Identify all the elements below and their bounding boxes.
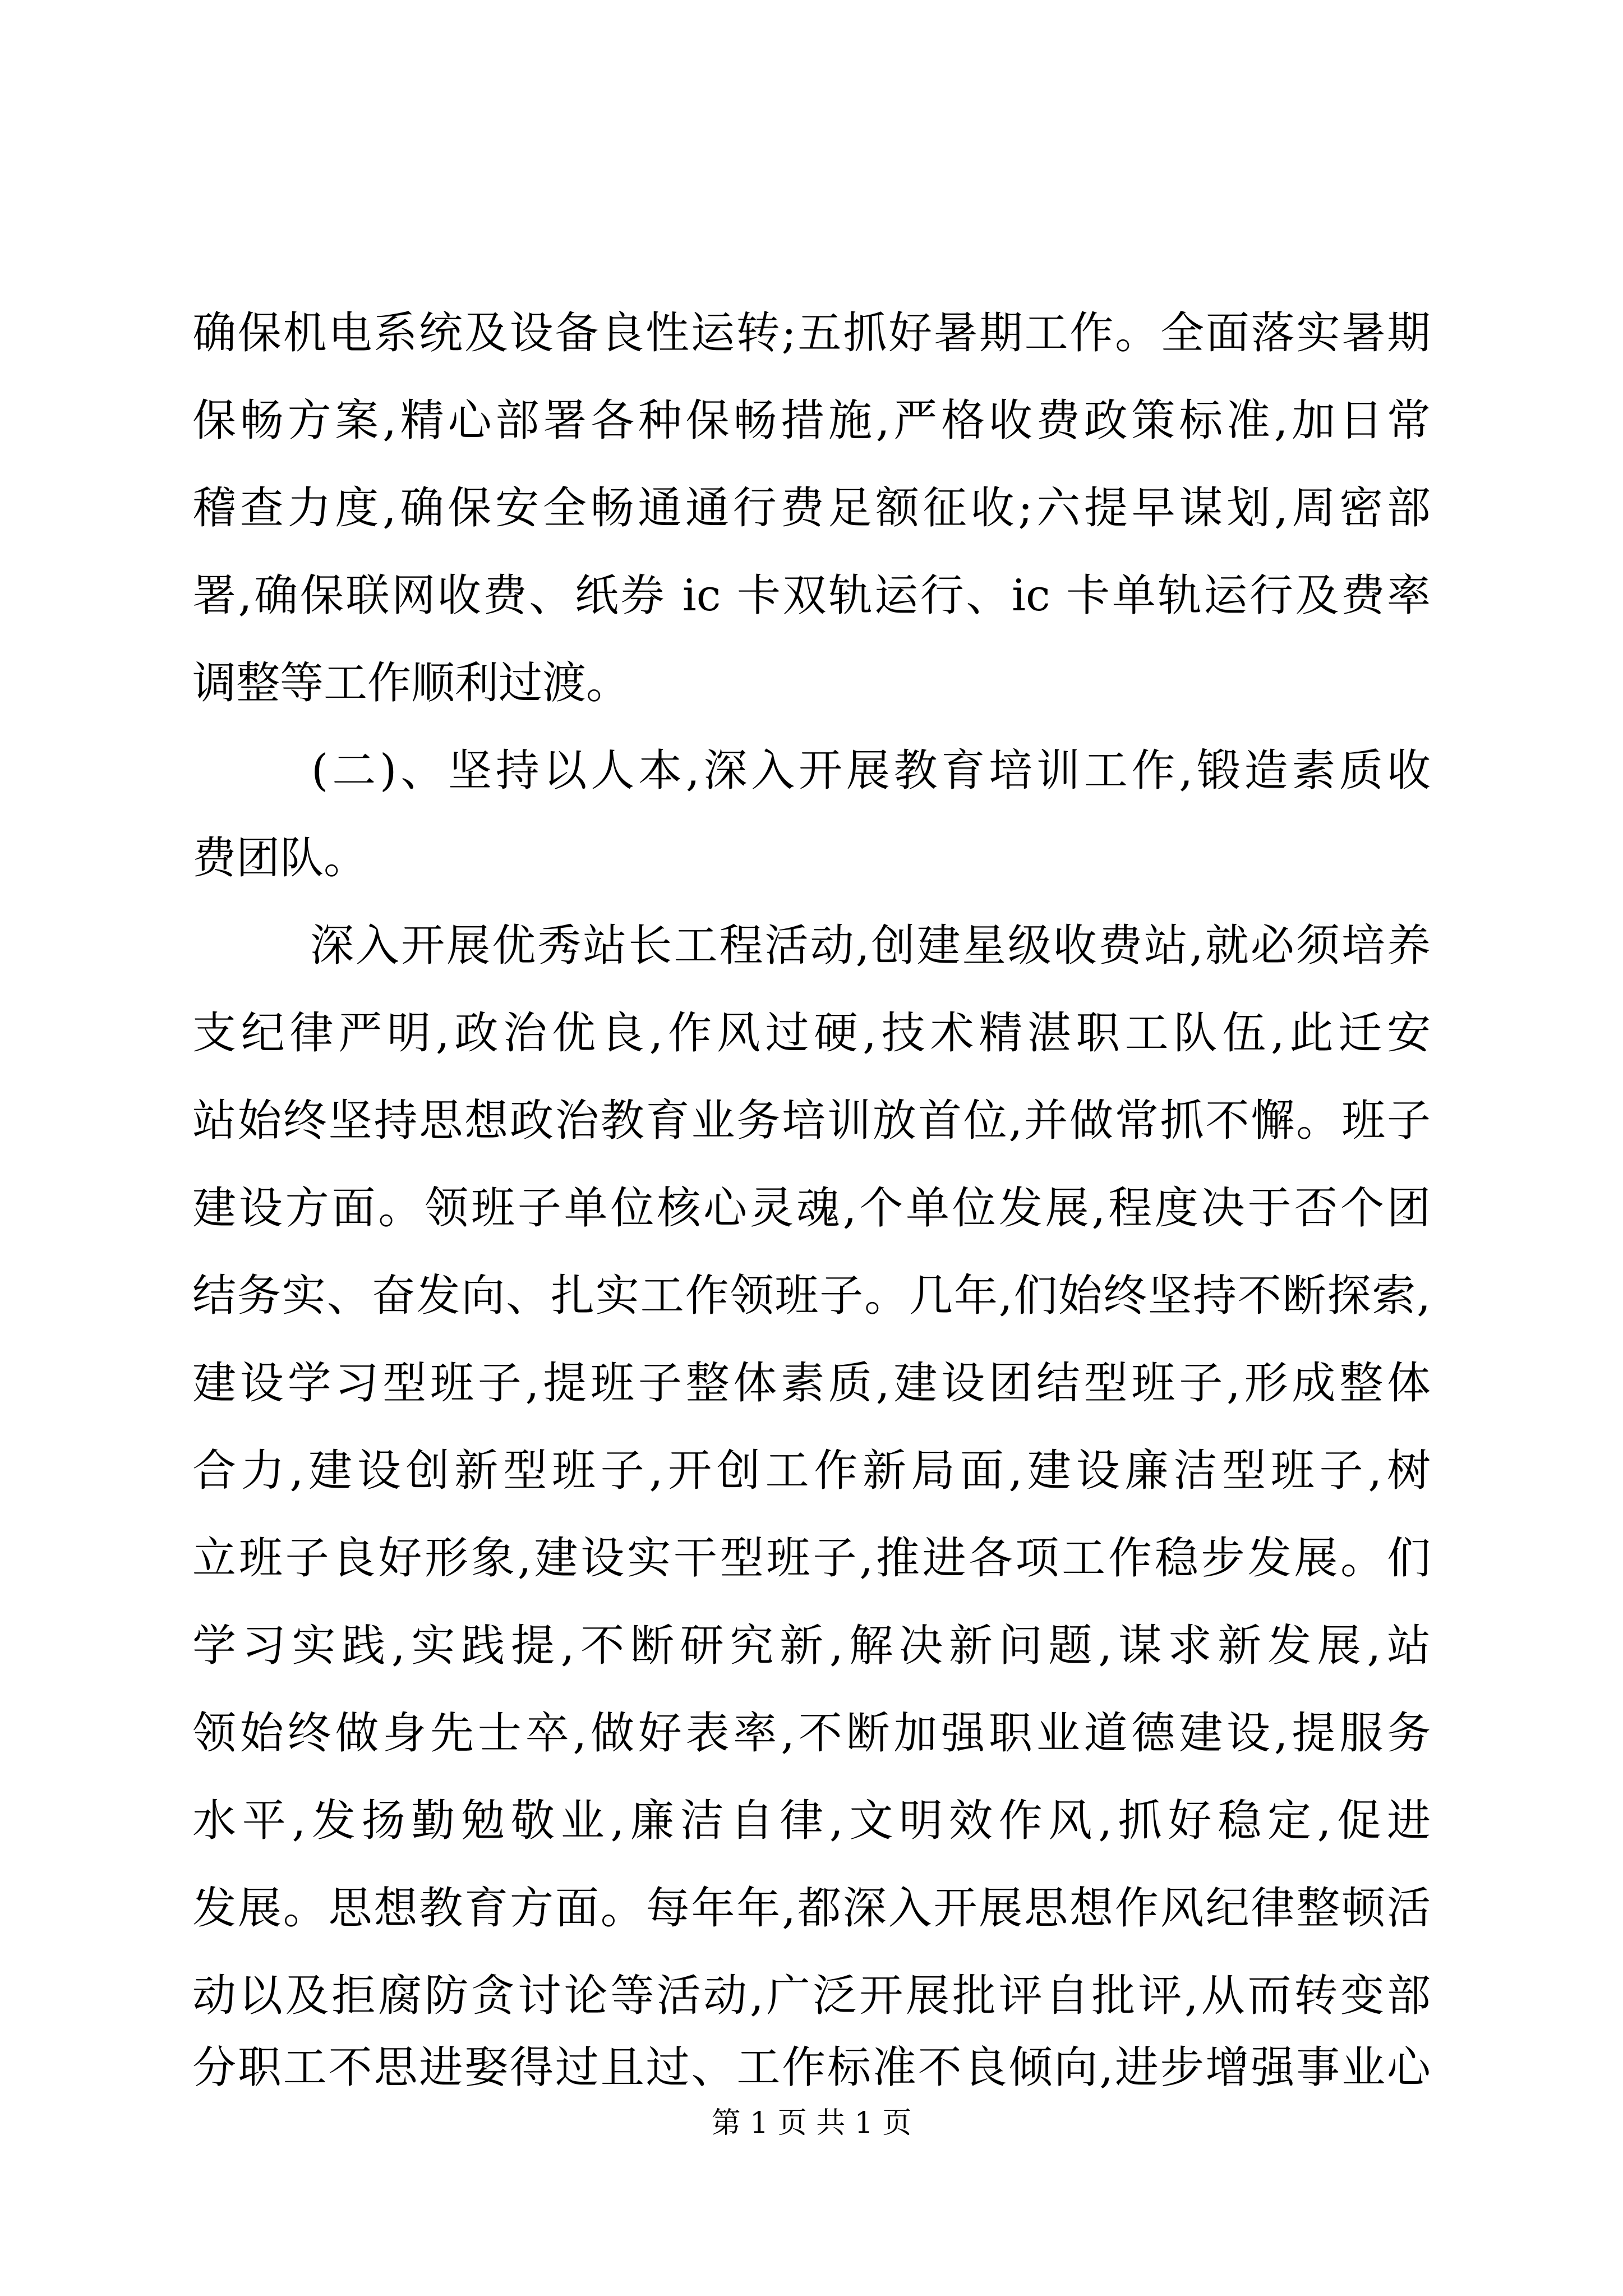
text-line: 水平,发扬勤勉敬业,廉洁自律,文明效作风,抓好稳定,促进	[192, 1796, 1431, 1846]
text-line: 深入开展优秀站长工程活动,创建星级收费站,就必须培养	[310, 921, 1431, 971]
text-line: 保畅方案,精心部署各种保畅措施,严格收费政策标准,加日常	[192, 395, 1431, 446]
text-line: 支纪律严明,政治优良,作风过硬,技术精湛职工队伍,此迁安	[192, 1008, 1431, 1059]
page-footer	[0, 2101, 1623, 2146]
text-line: 署,确保联网收费、纸券 ic 卡双轨运行、ic 卡单轨运行及费率	[192, 570, 1431, 621]
text-line: 动以及拒腐防贪讨论等活动,广泛开展批评自批评,从而转变部	[192, 1971, 1431, 2021]
text-line: 发展。思想教育方面。每年年,都深入开展思想作风纪律整顿活	[192, 1883, 1431, 1934]
text-line: 确保机电系统及设备良性运转;五抓好暑期工作。全面落实暑期	[192, 308, 1431, 358]
text-line: 建设学习型班子,提班子整体素质,建设团结型班子,形成整体	[192, 1358, 1431, 1409]
text-line: 领始终做身先士卒,做好表率,不断加强职业道德建设,提服务	[192, 1708, 1431, 1759]
page-number-label: 第 1 页 共 1 页	[711, 2106, 912, 2140]
text-line: 立班子良好形象,建设实干型班子,推进各项工作稳步发展。们	[192, 1533, 1431, 1584]
text-line: 结务实、奋发向、扎实工作领班子。几年,们始终坚持不断探索,	[192, 1271, 1431, 1321]
text-line: 学习实践,实践提,不断研究新,解决新问题,谋求新发展,站	[192, 1621, 1431, 1671]
text-line: 站始终坚持思想政治教育业务培训放首位,并做常抓不懈。班子	[192, 1096, 1431, 1146]
text-line: 稽查力度,确保安全畅通通行费足额征收;六提早谋划,周密部	[192, 483, 1431, 533]
section-heading-line: 费团队。	[192, 833, 368, 884]
text-line: 合力,建设创新型班子,开创工作新局面,建设廉洁型班子,树	[192, 1446, 1431, 1496]
section-heading-line: (二)、坚持以人本,深入开展教育培训工作,锻造素质收	[311, 746, 1431, 796]
text-line: 建设方面。领班子单位核心灵魂,个单位发展,程度决于否个团	[192, 1183, 1431, 1234]
text-line: 调整等工作顺利过渡。	[192, 658, 630, 708]
text-line: 分职工不思进娶得过且过、工作标准不良倾向,进步增强事业心	[192, 2042, 1431, 2093]
